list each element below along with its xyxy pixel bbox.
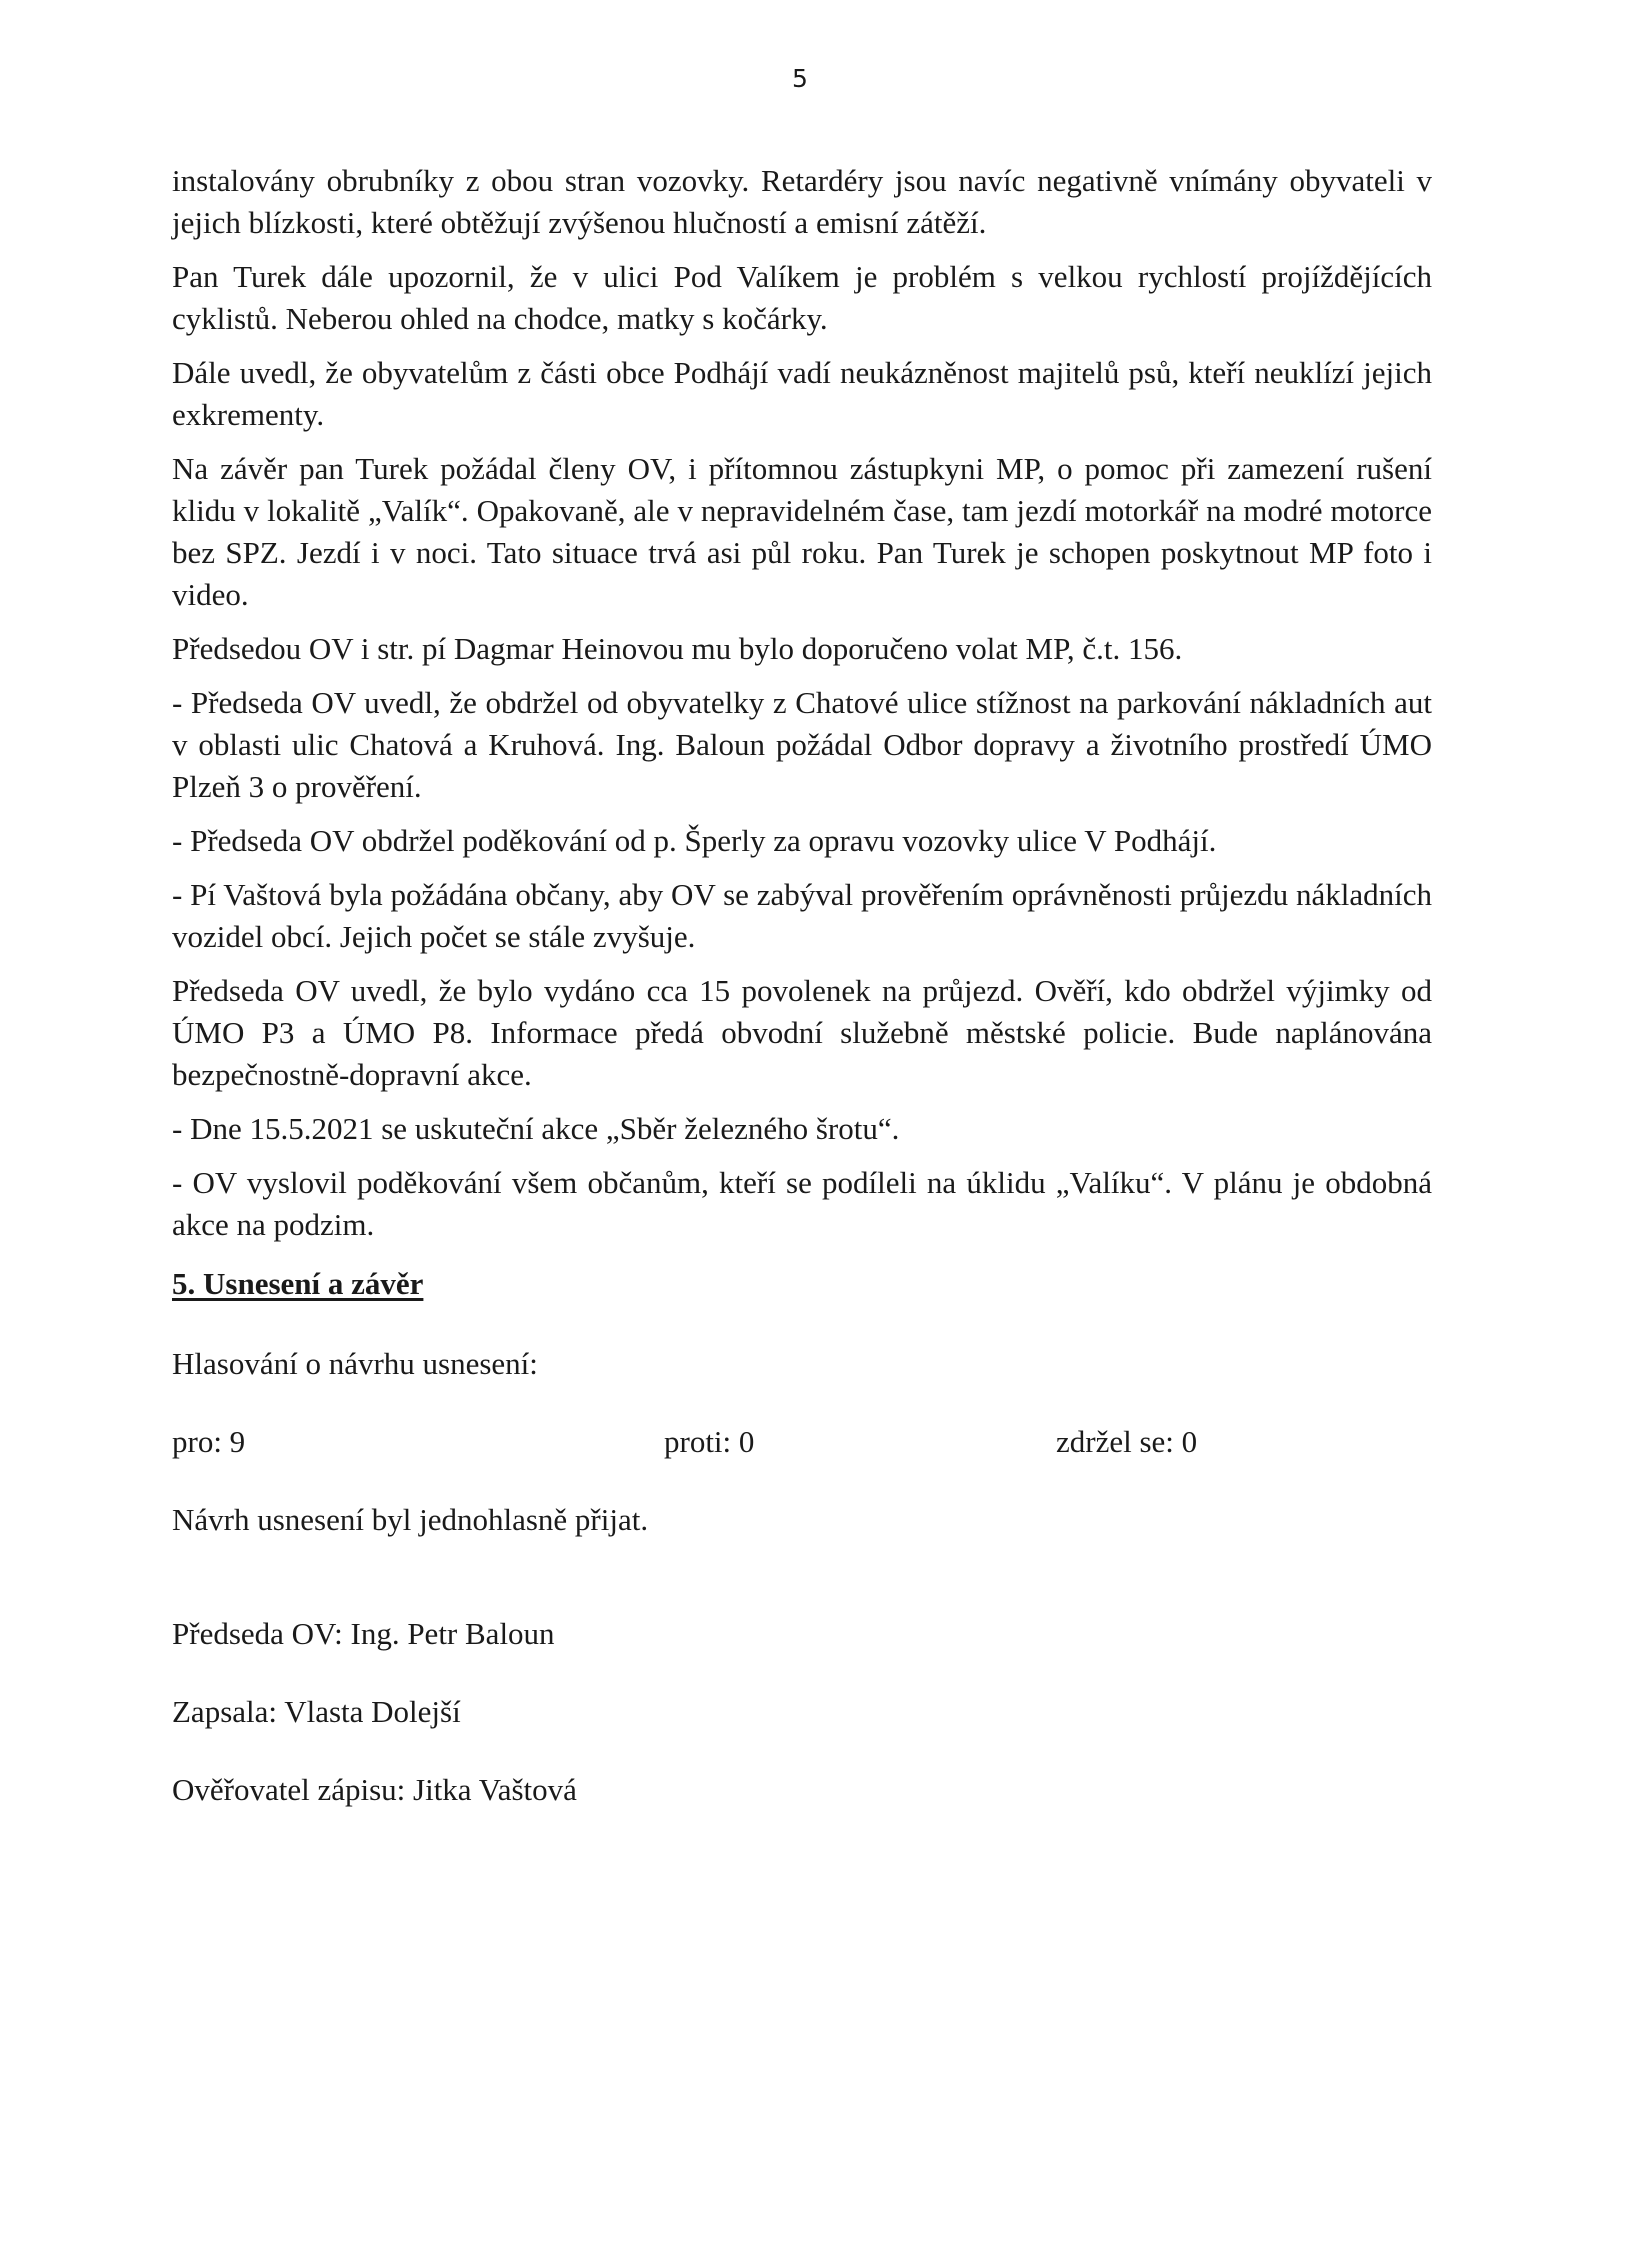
signature-verifier: Ověřovatel zápisu: Jitka Vaštová [172, 1772, 577, 1807]
paragraph-police-advice: Předsedou OV i str. pí Dagmar Heinovou mu bylo doporučeno volat MP, č.t. 156. [172, 631, 1183, 666]
paragraph-road-repair-thanks: - Předseda OV obdržel poděkování od p. Šperly za opravu vozovky ulice V Podhájí. [172, 823, 1217, 858]
paragraph-motorcyclist: Na závěr pan Turek požádal členy OV, i přítomnou zástupkyni MP, o pomoc při zamezení rušení klidu v lokalitě „Valík“. Opakovaně, ale v nepravidelném čase, tam jezdí motorkář na modré motorce bez SPZ. Jezdí i v noci. Tato situace trvá asi půl roku. Pan Turek je schopen poskytnout MP foto i video. [172, 451, 1432, 612]
vote-abstain: zdržel se: 0 [1056, 1424, 1198, 1459]
signature-chair: Předseda OV: Ing. Petr Baloun [172, 1616, 555, 1651]
paragraph-cleanup-thanks: - OV vyslovil poděkování všem občanům, kteří se podíleli na úklidu „Valíku“. V plánu je obdobná akce na podzim. [172, 1165, 1432, 1242]
signature-recorder: Zapsala: Vlasta Dolejší [172, 1694, 461, 1729]
vote-against: proti: 0 [664, 1424, 755, 1459]
section-heading: 5. Usnesení a závěr [172, 1266, 424, 1301]
paragraph-dog-owners: Dále uvedl, že obyvatelům z části obce Podhájí vadí neukázněnost majitelů psů, kteří neuklízí jejich exkrementy. [172, 355, 1432, 432]
page-number: 5 [792, 64, 808, 93]
paragraph-truck-transit: - Pí Vaštová byla požádána občany, aby OV se zabýval prověřením oprávněnosti průjezdu nákladních vozidel obcí. Jejich počet se stále zvyšuje. [172, 877, 1432, 954]
paragraph-cyclists: Pan Turek dále upozornil, že v ulici Pod Valíkem je problém s velkou rychlostí projíždějících cyklistů. Neberou ohled na chodce, matky s kočárky. [172, 259, 1432, 336]
paragraph-speed-bumps: instalovány obrubníky z obou stran vozovky. Retardéry jsou navíc negativně vnímány obyvateli v jejich blízkosti, které obtěžují zvýšenou hlučností a emisní zátěží. [172, 163, 1432, 240]
vote-intro: Hlasování o návrhu usnesení: [172, 1346, 538, 1381]
vote-for: pro: 9 [172, 1424, 246, 1459]
vote-result: Návrh usnesení byl jednohlasně přijat. [172, 1502, 649, 1537]
paragraph-truck-parking: - Předseda OV uvedl, že obdržel od obyvatelky z Chatové ulice stížnost na parkování nákladních aut v oblasti ulic Chatová a Kruhová. Ing. Baloun požádal Odbor dopravy a životního prostředí ÚMO Plzeň 3 o prověření. [172, 685, 1432, 804]
paragraph-permits: Předseda OV uvedl, že bylo vydáno cca 15 povolenek na průjezd. Ověří, kdo obdržel výjimky od ÚMO P3 a ÚMO P8. Informace předá obvodní služebně městské policie. Bude naplánována bezpečnostně-dopravní akce. [172, 973, 1432, 1092]
paragraph-scrap-collection: - Dne 15.5.2021 se uskuteční akce „Sběr železného šrotu“. [172, 1111, 900, 1146]
minutes-body [172, 160, 1432, 1258]
